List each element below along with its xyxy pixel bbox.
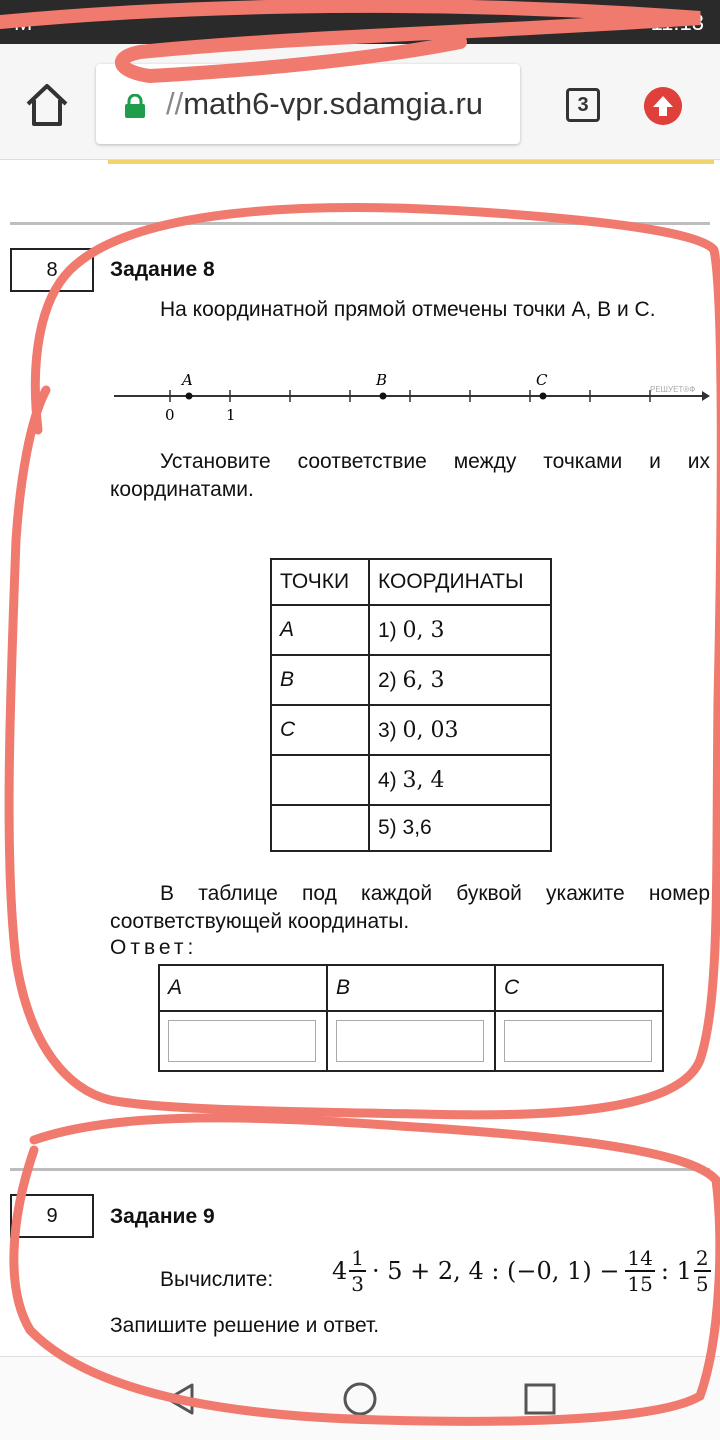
coord-cell: [369, 605, 551, 655]
match-row: [271, 805, 551, 851]
answer-cell-c: [495, 1011, 663, 1071]
browser-toolbar: [0, 44, 720, 160]
point-c-dot: [540, 393, 547, 400]
section-divider: [10, 1168, 710, 1171]
one-label: 1: [226, 406, 236, 424]
instruction-text: [110, 448, 710, 504]
task-title: Задание 8: [110, 258, 215, 281]
formula-end: .: [712, 1257, 720, 1285]
zero-label: 0: [165, 406, 175, 424]
number-line-arrow: [702, 391, 710, 401]
upload-icon[interactable]: [644, 87, 682, 125]
coord-cell: [369, 805, 551, 851]
coord-value: 6, 3: [402, 667, 445, 693]
point-cell: A: [271, 605, 369, 655]
formula-middle: · 5 + 2, 4 : (−0, 1) −: [372, 1257, 620, 1285]
task-title: Задание 9: [110, 1205, 215, 1228]
compute-label: Вычислите:: [160, 1268, 274, 1291]
fraction-3: $\frac{2}{5}$: [695, 1246, 709, 1296]
answer-header-c: C: [495, 965, 663, 1011]
recents-icon[interactable]: [522, 1381, 558, 1417]
math-formula: [332, 1246, 720, 1296]
coord-cell: [369, 755, 551, 805]
point-a-dot: [186, 393, 193, 400]
tab-count-button[interactable]: 3: [566, 88, 600, 122]
answer-cell-b: [327, 1011, 495, 1071]
match-row: [271, 705, 551, 755]
answer-input-c[interactable]: [504, 1020, 652, 1062]
status-left-text: М: [14, 10, 33, 35]
match-table: [270, 558, 552, 852]
url-text[interactable]: [166, 86, 483, 122]
answer-input-row: [159, 1011, 663, 1071]
coord-value: 0, 03: [402, 717, 459, 743]
point-b-label: B: [376, 371, 388, 389]
answer-table: [158, 964, 664, 1072]
fraction-1: $\frac{1}{3}$: [351, 1246, 365, 1296]
answer-instruction: [110, 880, 710, 936]
match-header-row: [271, 559, 551, 605]
coord-value: 3,6: [402, 816, 432, 839]
answer-label: Ответ:: [110, 936, 198, 959]
formula-whole-1: 4: [332, 1257, 348, 1285]
point-b-dot: [380, 393, 387, 400]
point-cell: [271, 805, 369, 851]
coord-num: 5): [378, 816, 397, 839]
coord-num: 4): [378, 768, 397, 792]
number-line: [110, 366, 710, 426]
header-coordinates: КООРДИНАТЫ: [369, 559, 551, 605]
answer-input-a[interactable]: [168, 1020, 316, 1062]
statement-text: На координатной прямой отмечены точки A, B и C.: [160, 298, 656, 321]
answer-input-b[interactable]: [336, 1020, 484, 1062]
url-domain: math6-vpr.sdamgia.ru: [183, 86, 484, 121]
match-row: [271, 655, 551, 705]
formula-colon-whole: : 1: [660, 1257, 692, 1285]
home-nav-icon[interactable]: [342, 1381, 378, 1417]
status-bar: [0, 0, 720, 44]
coord-num: 1): [378, 618, 397, 642]
status-time: 11:13: [650, 10, 704, 35]
system-nav-bar: [0, 1356, 720, 1440]
match-row: [271, 755, 551, 805]
answer-header-a: A: [159, 965, 327, 1011]
match-row: [271, 605, 551, 655]
coord-num: 3): [378, 718, 397, 742]
answer-header-b: B: [327, 965, 495, 1011]
watermark-text: РЕШУЕТ®Ф: [650, 385, 696, 394]
answer-header-row: [159, 965, 663, 1011]
task-number-box[interactable]: 9: [10, 1194, 94, 1238]
task9-footer: Запишите решение и ответ.: [110, 1314, 380, 1337]
back-icon[interactable]: [162, 1381, 198, 1417]
section-divider: [10, 222, 710, 225]
task-number-box[interactable]: 8: [10, 248, 94, 292]
url-prefix: //: [166, 86, 184, 121]
coord-cell: [369, 705, 551, 755]
fraction-2: $\frac{14}{15}$: [627, 1246, 653, 1296]
lock-icon: [124, 94, 146, 118]
coord-cell: [369, 655, 551, 705]
point-cell: [271, 755, 369, 805]
point-cell: C: [271, 705, 369, 755]
banner-edge: [108, 160, 714, 164]
point-c-label: C: [536, 371, 548, 389]
point-a-label: A: [182, 371, 193, 389]
instruction-body: Установите соответствие между точками и их координатами.: [110, 450, 710, 501]
answer-cell-a: [159, 1011, 327, 1071]
task-statement: [110, 296, 710, 324]
address-bar[interactable]: [96, 64, 520, 144]
coord-value: 0, 3: [402, 617, 445, 643]
point-cell: B: [271, 655, 369, 705]
coord-num: 2): [378, 668, 397, 692]
home-icon[interactable]: [22, 80, 72, 130]
answer-instruction-body: В таблице под каждой буквой укажите номер соответствующей координаты.: [110, 882, 710, 933]
coord-value: 3, 4: [402, 767, 445, 793]
header-points: ТОЧКИ: [271, 559, 369, 605]
